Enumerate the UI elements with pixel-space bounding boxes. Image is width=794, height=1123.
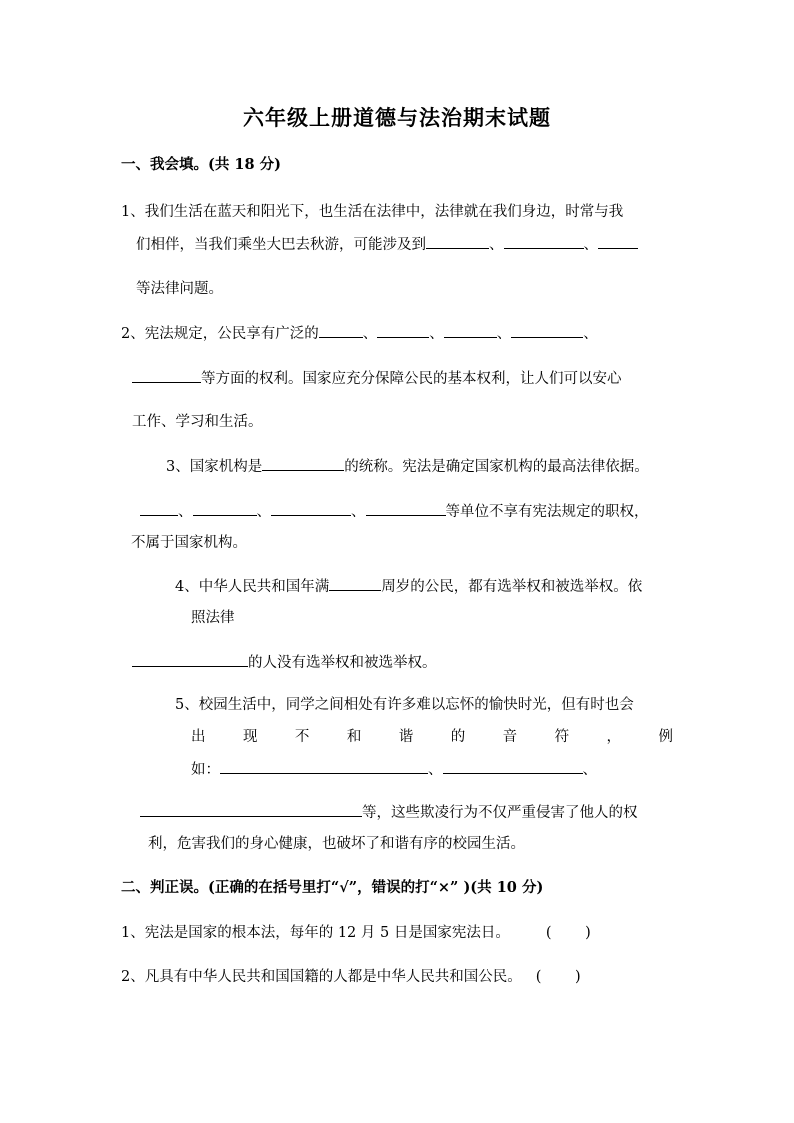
separator: 、 xyxy=(583,237,598,253)
fill-blank[interactable] xyxy=(193,501,257,516)
separator: 、 xyxy=(178,504,193,520)
q4-line1-text-a: 4、中华人民共和国年满 xyxy=(175,579,330,595)
fill-blank[interactable] xyxy=(319,323,363,338)
q3-line3: 不属于国家机构。 xyxy=(131,535,247,551)
q1-line3: 等法律问题。 xyxy=(136,281,223,297)
separator: 、 xyxy=(496,326,512,342)
q4-line2: 照法律 xyxy=(191,610,235,626)
spread-char: 和 xyxy=(346,729,362,745)
fill-blank[interactable] xyxy=(140,802,362,817)
q4-line3 xyxy=(132,652,437,673)
spread-char: 现 xyxy=(242,729,258,745)
judge-item-text: 2、凡具有中华人民共和国国籍的人都是中华人民共和国公民。 xyxy=(121,969,522,985)
q3-line1-text-b: 的统称。宪法是确定国家机构的最高法律依据。 xyxy=(344,459,649,475)
spread-char: 音 xyxy=(502,729,518,745)
q2-line2 xyxy=(132,368,622,389)
separator: 、 xyxy=(489,237,504,253)
fill-blank[interactable] xyxy=(366,501,446,516)
q2-line1 xyxy=(121,323,598,344)
q1-line2-text: 们相伴，当我们乘坐大巴去秋游，可能涉及到 xyxy=(136,237,426,253)
fill-blank[interactable] xyxy=(443,759,583,774)
judge-item-text: 1、宪法是国家的根本法，每年的 12 月 5 日是国家宪法日。 xyxy=(121,925,510,941)
spread-char: 不 xyxy=(294,729,310,745)
q5-line4-text: 等，这些欺凌行为不仅严重侵害了他人的权 xyxy=(362,805,638,821)
fill-blank[interactable] xyxy=(598,234,638,249)
q5-line3-text: 如： xyxy=(191,762,220,778)
q1-line2 xyxy=(136,234,638,255)
section1-heading: 一、我会填。(共 18 分) xyxy=(121,156,281,173)
separator: 、 xyxy=(362,326,378,342)
q1-line1: 1、我们生活在蓝天和阳光下，也生活在法律中，法律就在我们身边，时常与我 xyxy=(121,204,624,220)
fill-blank[interactable] xyxy=(220,759,428,774)
fill-blank[interactable] xyxy=(132,368,201,383)
spread-char: 出 xyxy=(191,729,206,745)
fill-blank[interactable] xyxy=(140,501,178,516)
q4-line3-text: 的人没有选举权和被选举权。 xyxy=(248,655,437,671)
q5-line4 xyxy=(140,802,638,823)
q5-line3 xyxy=(191,759,597,780)
exam-title: 六年级上册道德与法治期末试题 xyxy=(243,105,551,130)
fill-blank[interactable] xyxy=(511,323,583,338)
separator: 、 xyxy=(428,762,443,778)
separator: 、 xyxy=(351,504,366,520)
fill-blank[interactable] xyxy=(271,501,351,516)
q5-line5: 利，危害我们的身心健康，也破坏了和谐有序的校园生活。 xyxy=(148,836,525,852)
fill-blank[interactable] xyxy=(444,323,497,338)
q3-line2 xyxy=(140,501,649,522)
q2-line3: 工作、学习和生活。 xyxy=(132,414,263,430)
judge-item xyxy=(121,967,581,987)
fill-blank[interactable] xyxy=(426,234,489,249)
section2-heading: 二、判正误。(正确的在括号里打“√”，错误的打“×” )(共 10 分) xyxy=(121,879,544,896)
q3-line1 xyxy=(166,456,649,477)
q3-line1-text-a: 3、国家机构是 xyxy=(166,459,263,475)
separator: 、 xyxy=(429,326,444,342)
spread-char: ， xyxy=(606,729,621,745)
spread-char: 例 xyxy=(658,729,673,745)
spread-char: 符 xyxy=(554,729,570,745)
q2-line1-text: 2、宪法规定，公民享有广泛的 xyxy=(121,326,319,342)
spread-char: 谐 xyxy=(398,729,414,745)
q2-line2-text: 等方面的权利。国家应充分保障公民的基本权利，让人们可以安心 xyxy=(201,371,622,387)
fill-blank[interactable] xyxy=(329,576,381,591)
answer-paren[interactable]: ( ) xyxy=(545,925,591,941)
q5-line2 xyxy=(191,727,673,747)
separator: 、 xyxy=(583,326,598,342)
spread-char: 的 xyxy=(450,729,466,745)
answer-paren[interactable]: ( ) xyxy=(535,969,581,985)
fill-blank[interactable] xyxy=(377,323,429,338)
fill-blank[interactable] xyxy=(132,652,248,667)
fill-blank[interactable] xyxy=(262,456,344,471)
separator: 、 xyxy=(256,504,271,520)
judge-item xyxy=(121,923,591,943)
q4-line1-text-b: 周岁的公民，都有选举权和被选举权。依 xyxy=(381,579,643,595)
fill-blank[interactable] xyxy=(504,234,584,249)
q3-line2-text: 等单位不享有宪法规定的职权， xyxy=(445,504,649,520)
q5-line1: 5、校园生活中，同学之间相处有许多难以忘怀的愉快时光，但有时也会 xyxy=(175,697,634,713)
q4-line1 xyxy=(175,576,642,597)
separator: 、 xyxy=(582,762,597,778)
